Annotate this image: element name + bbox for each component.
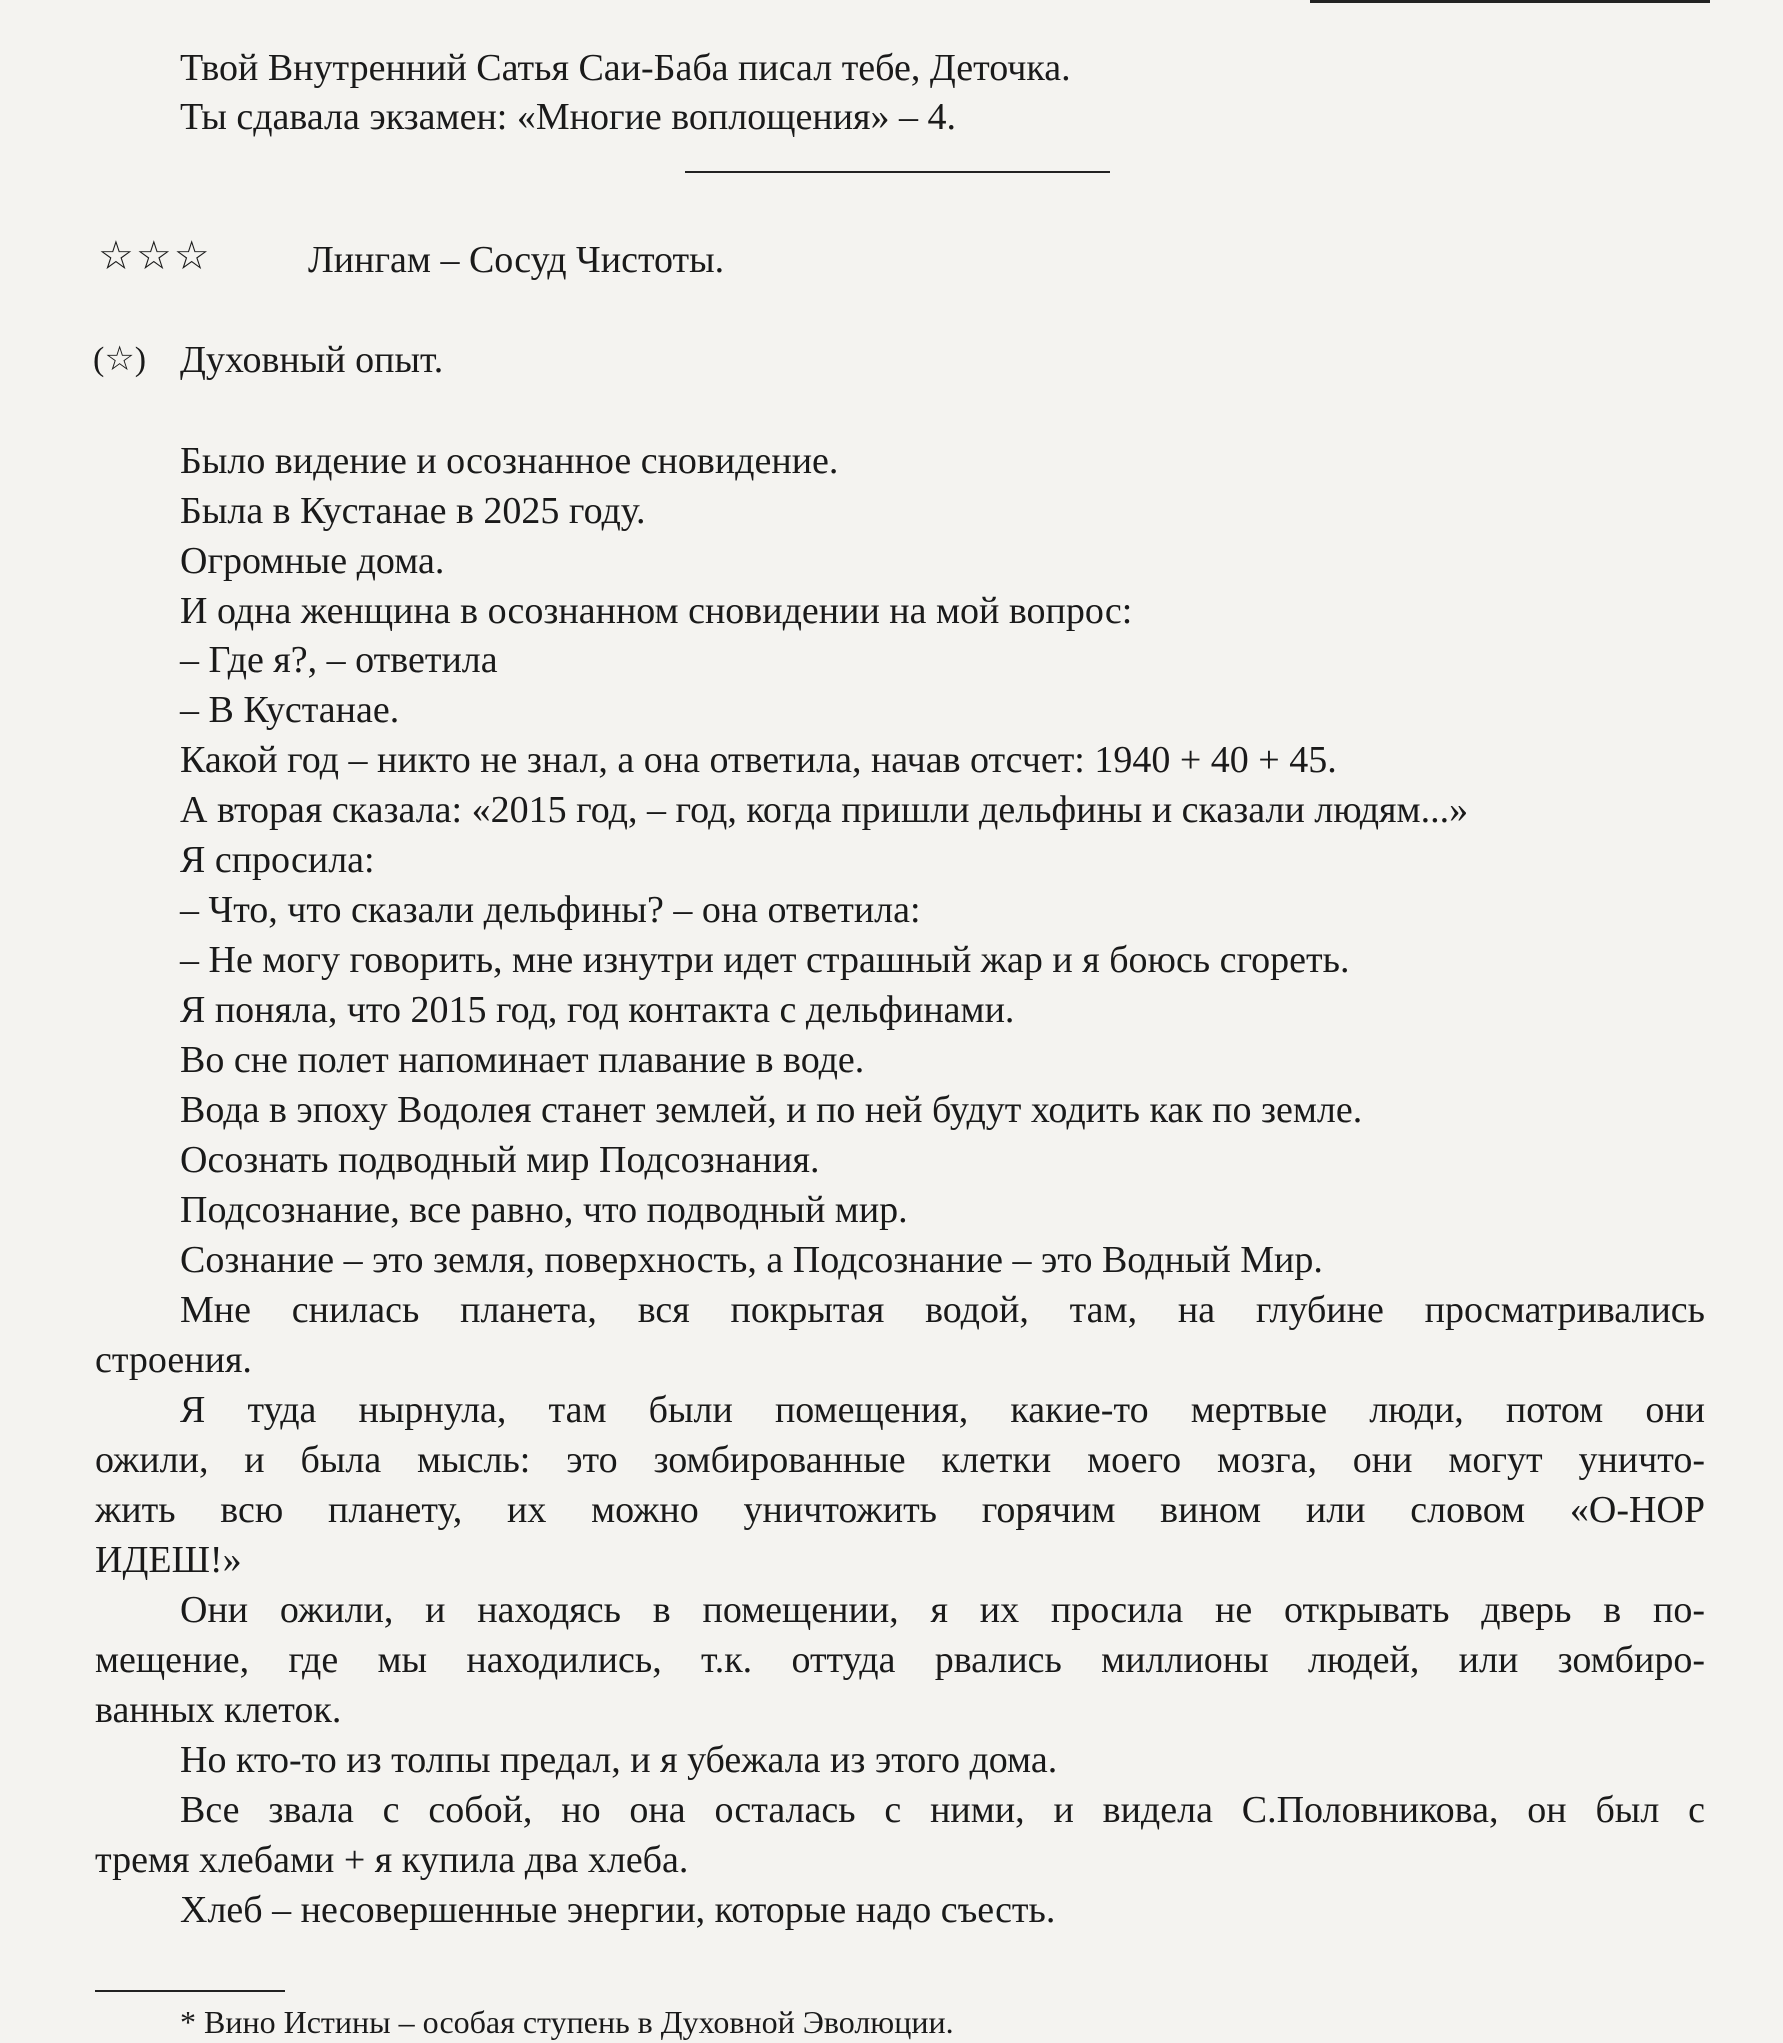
intro-line-2: Ты сдавала экзамен: «Многие воплощения» – 4. [180, 96, 957, 138]
body-line: – Где я?, – ответила [180, 639, 498, 681]
paragraph-dive-line-4: ИДЕШ!» [95, 1539, 242, 1581]
body-line: Я спросила: [180, 839, 375, 881]
paragraph-dive-line-1: Я туда нырнула, там были помещения, какие-то мертвые люди, потом они [180, 1389, 1705, 1431]
body-line: – В Кустанае. [180, 689, 400, 731]
star-circle-icon: (☆) [93, 341, 147, 378]
three-stars-icon: ☆☆☆ [98, 233, 212, 278]
paragraph-dive-line-2: ожили, и была мысль: это зомбированные клетки моего мозга, они могут уничто- [95, 1439, 1705, 1481]
paragraph-alive-line-3: ванных клеток. [95, 1689, 342, 1731]
paragraph-called-line-1: Все звала с собой, но она осталась с ними, и видела С.Половникова, он был с [180, 1789, 1705, 1831]
body-line: Сознание – это земля, поверхность, а Подсознание – это Водный Мир. [180, 1239, 1323, 1281]
body-line: Вода в эпоху Водолея станет землей, и по ней будут ходить как по земле. [180, 1089, 1363, 1131]
body-line: Было видение и осознанное сновидение. [180, 440, 839, 482]
intro-line-1: Твой Внутренний Сатья Саи-Баба писал тебе, Деточка. [180, 47, 1071, 89]
paragraph-called-line-2: тремя хлебами + я купила два хлеба. [95, 1839, 689, 1881]
body-line: Осознать подводный мир Подсознания. [180, 1139, 820, 1181]
body-line-betrayal: Но кто-то из толпы предал, и я убежала из этого дома. [180, 1739, 1058, 1781]
body-line: Я поняла, что 2015 год, год контакта с дельфинами. [180, 989, 1015, 1031]
paragraph-dive-line-3: жить всю планету, их можно уничтожить горячим вином или словом «О-НОР [95, 1489, 1705, 1531]
section-heading-lingam: Лингам – Сосуд Чистоты. [308, 239, 725, 281]
body-line: Подсознание, все равно, что подводный мир. [180, 1189, 908, 1231]
section-heading-spiritual-experience: Духовный опыт. [180, 339, 444, 381]
body-line-bread: Хлеб – несовершенные энергии, которые надо съесть. [180, 1889, 1056, 1931]
paragraph-planet-line-2: строения. [95, 1339, 252, 1381]
footnote-rule [95, 1990, 285, 1992]
body-line: А вторая сказала: «2015 год, – год, когда пришли дельфины и сказали людям...» [180, 789, 1469, 831]
body-line: – Не могу говорить, мне изнутри идет страшный жар и я боюсь сгореть. [180, 939, 1350, 981]
paragraph-alive-line-1: Они ожили, и находясь в помещении, я их просила не открывать дверь в по- [180, 1589, 1705, 1631]
section-divider [685, 171, 1110, 173]
paragraph-alive-line-2: мещение, где мы находились, т.к. оттуда рвались миллионы людей, или зомбиро- [95, 1639, 1705, 1681]
body-line: Огромные дома. [180, 540, 445, 582]
body-line: – Что, что сказали дельфины? – она ответила: [180, 889, 921, 931]
body-line: Какой год – никто не знал, а она ответила, начав отсчет: 1940 + 40 + 45. [180, 739, 1337, 781]
footnote: * Вино Истины – особая ступень в Духовной Эволюции. [180, 2004, 954, 2040]
body-line: Была в Кустанае в 2025 году. [180, 490, 646, 532]
header-rule [1310, 0, 1710, 3]
body-line: И одна женщина в осознанном сновидении на мой вопрос: [180, 590, 1133, 632]
paragraph-planet-line-1: Мне снилась планета, вся покрытая водой, там, на глубине просматривались [180, 1289, 1705, 1331]
body-line: Во сне полет напоминает плавание в воде. [180, 1039, 865, 1081]
